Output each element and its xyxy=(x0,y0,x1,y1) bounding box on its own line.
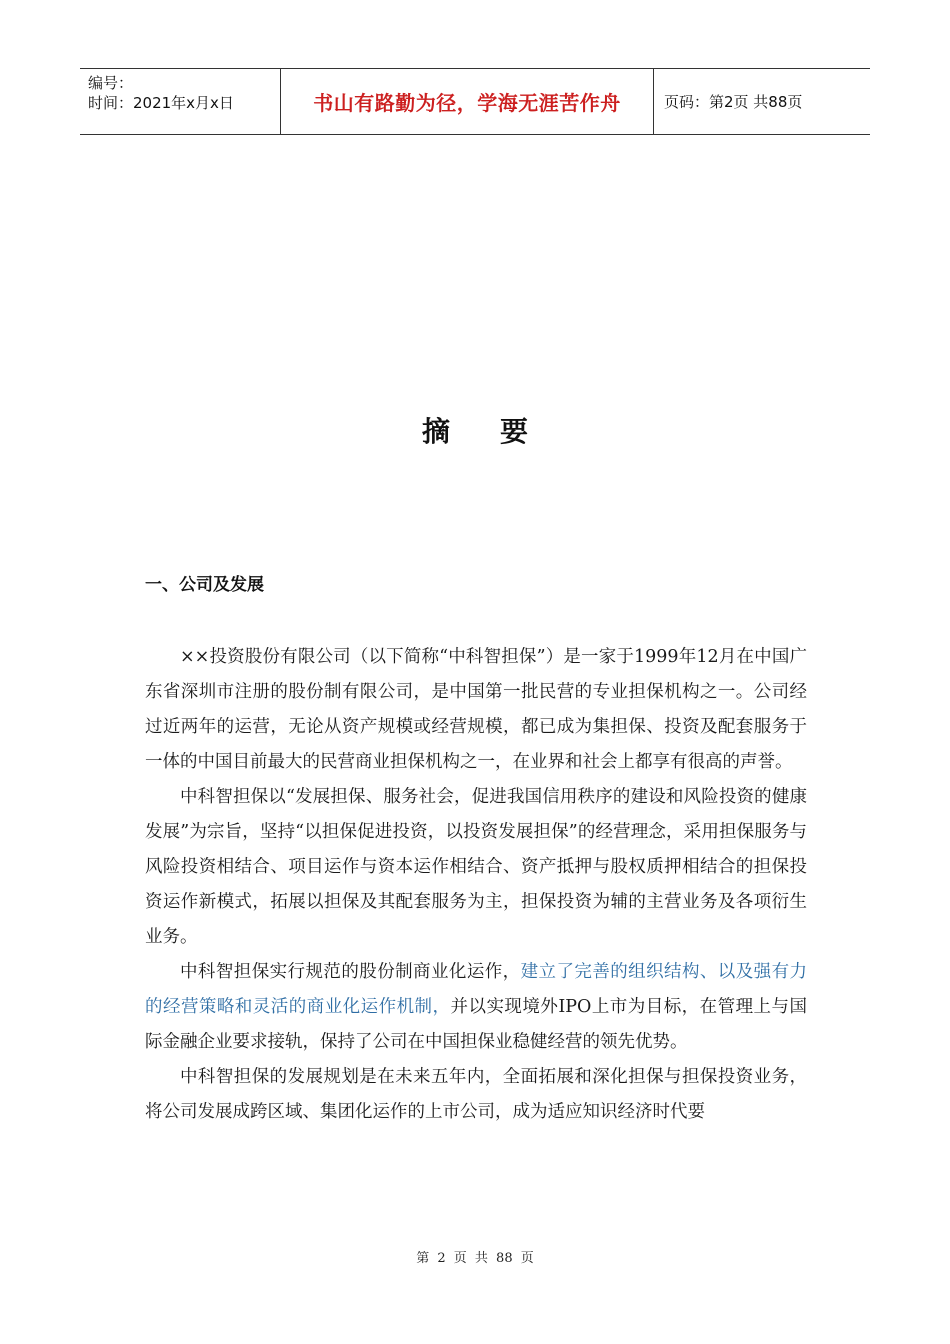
paragraph-4: 中科智担保的发展规划是在未来五年内，全面拓展和深化担保与担保投资业务，将公司发展成跨区域、集团化运作的上市公司，成为适应知识经济时代要 xyxy=(145,1067,807,1122)
page-header xyxy=(80,68,870,135)
paragraph-3 xyxy=(145,955,807,1060)
document-body xyxy=(145,640,807,1130)
document-title: 摘要 xyxy=(421,415,578,448)
serial-label: 编号： xyxy=(88,74,134,92)
paragraph-3-highlight: 建立了完善的组织结构、以及强有力的经营策略和灵活的商业化运作机制， xyxy=(145,962,808,1017)
paragraph-1: ××投资股份有限公司（以下简称“中科智担保”）是一家于1999年12月在中国广东省深圳市注册的股份制有限公司，是中国第一批民营的专业担保机构之一。公司经过近两年的运营，无论从资产规模或经营规模，都已成为集担保、投资及配套服务于一体的中国目前最大的民营商业担保机构之一，在业界和社会上都享有很高的声誉。 xyxy=(145,647,807,772)
page-footer: 第 2 页 共 88 页 xyxy=(416,1251,534,1266)
paragraph-3-end: 并以实现境外IPO上市为目标，在管理上与国际金融企业要求接轨，保持了公司在中国担保业稳健经营的领先优势。 xyxy=(145,997,807,1052)
paragraph-2: 中科智担保以“发展担保、服务社会，促进我国信用秩序的建设和风险投资的健康发展”为宗旨，坚持“以担保促进投资，以投资发展担保”的经营理念，采用担保服务与风险投资相结合、项目运作与资本运作相结合、资产抵押与股权质押相结合的担保投资运作新模式，拓展以担保及其配套服务为主，担保投资为辅的主营业务及各项衍生业务。 xyxy=(145,787,807,947)
header-meta xyxy=(80,69,280,134)
time-label: 时间：2021年x月x日 xyxy=(88,94,234,112)
header-page-info: 页码：第2页 共88页 xyxy=(664,93,803,111)
section-heading: 一、公司及发展 xyxy=(145,575,264,595)
header-motto: 书山有路勤为径，学海无涯苦作舟 xyxy=(280,69,654,134)
paragraph-3-start: 中科智担保实行规范的股份制商业化运作， xyxy=(180,962,521,982)
